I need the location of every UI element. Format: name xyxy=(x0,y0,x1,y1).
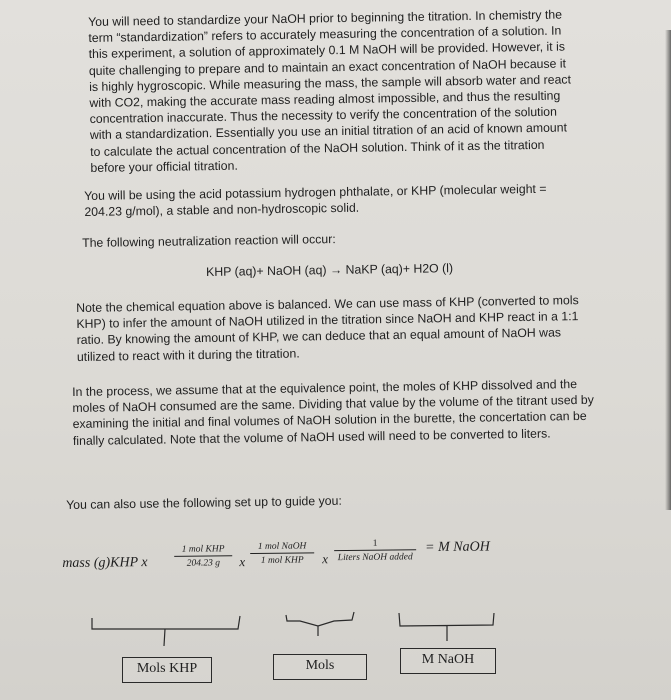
mols-box: Mols xyxy=(273,654,367,680)
fraction-denominator: 204.23 g xyxy=(186,558,220,569)
fraction-denominator: 1 mol KHP xyxy=(260,555,304,566)
reaction-intro: The following neutralization reaction will occur: xyxy=(82,232,336,250)
mass-term: mass (g)KHP x xyxy=(62,555,148,571)
balanced-paragraph: Note the chemical equation above is balanced. We can use mass of KHP (converted to mols KHP) to infer the amount of NaOH utilized in the titration since NaOH and KHP react in a 1:1 ratio. By knowing the amount of KHP, we can deduce that an equal amount of NaOH was utilized to react with it during the titration. xyxy=(76,293,579,364)
setup-intro: You can also use the following set up to guide you: xyxy=(66,493,342,512)
bracket-mols xyxy=(286,612,354,636)
multiply-sign: x xyxy=(239,554,246,570)
m-naoh-box: M NaOH xyxy=(400,648,496,674)
mols-khp-box: Mols KHP xyxy=(122,657,212,683)
fraction-numerator: 1 mol KHP xyxy=(174,544,232,557)
multiply-sign: x xyxy=(322,551,329,567)
intro-paragraph: You will need to standardize your NaOH prior to beginning the titration. In chemistry the term “standardization” refers to accurately measuring the concentration of a solution. In this experiment, a solution of approximately 0.1 M NaOH will be provided. However, it is quite challenging to prepare and to maintain an exact concentration of NaOH because it is highly hygroscopic. While measuring the mass, the sample will absorb water and react with CO2, making the accurate mass reading almost impossible, and thus the resulting concentration inaccurate. Thus the necessity to verify the concentration of the solution with a standardization. Essentially you use an initial titration of an acid of known amount to calculate the actual concentration of the NaOH solution. Think of it as the titration before your official titration. xyxy=(88,7,572,175)
fraction-denominator: Liters NaOH added xyxy=(337,552,413,564)
equivalence-paragraph: In the process, we assume that at the equivalence point, the moles of KHP dissolved and the moles of NaOH consumed are the same. Dividing that value by the volume of the titrant used by examining the initial and final volumes of NaOH solution in the burette, the concertation can be finally calculated. Note that the volume of NaOH used will need to be converted to liters. xyxy=(72,377,594,448)
reaction-equation: KHP (aq)+ NaOH (aq) → NaKP (aq)+ H2O (l) xyxy=(206,261,454,279)
fraction-numerator: 1 xyxy=(334,538,416,551)
bracket-m-naoh xyxy=(399,613,494,641)
fraction-numerator: 1 mol NaOH xyxy=(250,541,314,554)
bracket-mols-khp xyxy=(92,616,240,646)
formula-result: = M NaOH xyxy=(425,539,490,556)
khp-paragraph: You will be using the acid potassium hydrogen phthalate, or KHP (molecular weight = 204.23 g/mol), a stable and non-hydroscopic solid. xyxy=(84,181,547,220)
